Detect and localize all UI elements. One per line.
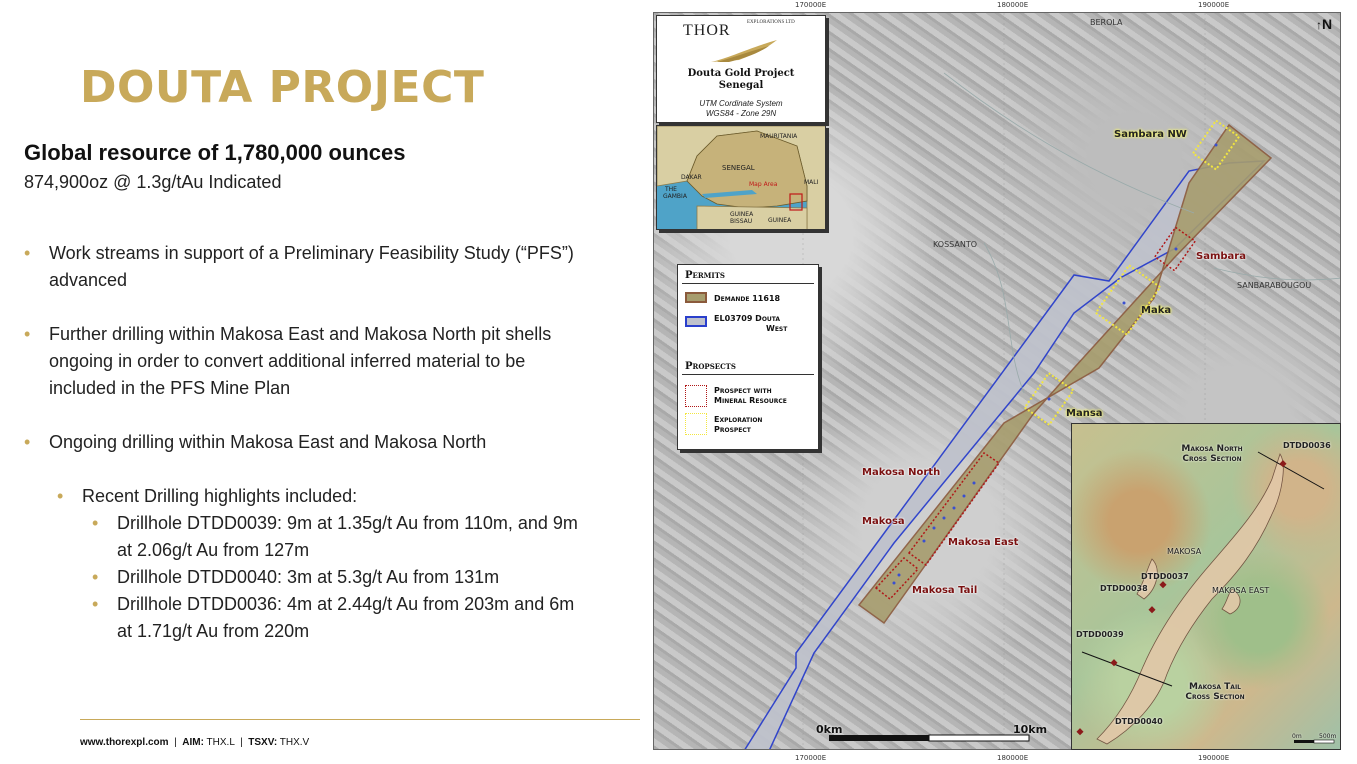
text-panel [0,0,640,764]
detail-dtdd0039: DTDD0039 [1076,630,1124,639]
inset-guinea-bissau-1: GUINEA [730,211,754,218]
resource-headline: Global resource of 1,780,000 ounces [24,140,406,165]
detail-dtdd0036: DTDD0036 [1283,441,1331,450]
inset-mauritania: MAURITANIA [760,133,798,140]
grid-label-bottom: 170000E [795,754,827,762]
legend-demande-label: Demande 11618 [714,294,781,303]
map-legend [677,264,819,450]
legend-el-label-1: EL03709 Douta [714,314,781,323]
inset-senegal: SENEGAL [722,164,755,172]
map-title-box [656,15,826,123]
place-berola: BEROLA [1090,18,1123,27]
inset-guinea: GUINEA [768,217,792,224]
grid-label-top: 170000E [795,1,827,9]
drill-highlight: • Drillhole DTDD0036: 4m at 2.44g/t Au from 203m and 6m at 1.71g/t Au from 220m [24,591,584,645]
thor-wing-logo-icon [709,38,779,64]
bullet-item: • Work streams in support of a Preliminary Feasibility Study (“PFS”) advanced [24,240,584,294]
inset-gambia-2: GAMBIA [663,193,687,200]
detail-makosa-north-cs [1157,444,1267,464]
bullet-item: • Further drilling within Makosa East and Makosa North pit shells ongoing in order to convert additional inferred material to be included in the PFS Mine Plan [24,321,584,402]
place-sanbarabougou: SANBARABOUGOU [1237,281,1312,290]
detail-mn-cs-line-1: Makosa North [1181,444,1243,454]
legend-explo-label-1: Exploration [714,415,763,424]
grid-label-bottom: 180000E [997,754,1029,762]
inset-mali: MALI [804,179,819,186]
north-label: N [1322,16,1333,32]
resource-detail: 874,900oz @ 1.3g/tAu Indicated [24,172,282,192]
project-country: Senegal [718,80,764,91]
footer-tsxv-value: THX.V [279,737,310,748]
label-makosa: Makosa [862,516,905,527]
label-sambara: Sambara [1196,251,1246,262]
detail-makosa-tail-cs [1160,682,1270,702]
detail-scale-end: 500m [1319,733,1337,740]
detail-scale-start: 0m [1292,733,1302,740]
legend-mineral-swatch [685,385,707,407]
detail-dtdd0040: DTDD0040 [1115,717,1163,726]
label-maka: Maka [1141,305,1172,316]
logo-wordmark: THOR [683,22,731,39]
inset-map-area: Map Area [749,181,778,188]
legend-permits-heading: Permits [685,270,725,281]
inset-gambia-1: THE [665,186,677,193]
grid-label-top: 190000E [1198,1,1230,9]
legend-el-label-2: West [766,324,788,333]
footer-aim-value: THX.L [206,737,235,748]
footer-aim-label: AIM: [182,737,204,748]
grid-label-top: 180000E [997,1,1029,9]
label-makosa-east: Makosa East [948,537,1019,548]
bullet-list [24,240,584,645]
map-scale-bar [829,735,1029,741]
inset-dakar: DAKAR [681,174,702,181]
scale-start-label: 0km [816,723,843,736]
grid-label-bottom: 190000E [1198,754,1230,762]
detail-makosa: MAKOSA [1167,547,1202,556]
legend-el-swatch [685,316,707,327]
detail-mn-cs-line-2: Cross Section [1182,454,1242,464]
scale-end-label: 10km [1013,723,1048,736]
footer-sep: | [174,737,177,748]
coord-zone: WGS84 - Zone 29N [705,109,777,118]
detail-dtdd0037: DTDD0037 [1141,572,1189,581]
place-kossanto: KOSSANTO [933,240,978,249]
label-mansa: Mansa [1066,408,1103,419]
north-arrow-icon: ↑N [1316,16,1333,32]
label-makosa-tail: Makosa Tail [912,585,978,596]
bullet-item: • Ongoing drilling within Makosa East and Makosa North [24,429,584,456]
logo-subtext: EXPLORATIONS LTD [747,20,795,25]
legend-explo-swatch [685,413,707,435]
legend-explo-label-2: Prospect [714,425,751,434]
detail-scale-bar [1294,740,1334,743]
footer-website[interactable]: www.thorexpl.com [80,737,169,748]
project-name: Douta Gold Project [687,68,795,79]
legend-demande-swatch [685,292,707,303]
drill-highlight: • Drillhole DTDD0040: 3m at 5.3g/t Au from 131m [24,564,584,591]
sub-bullet-item: • Recent Drilling highlights included: [24,483,584,510]
slide-title: DOUTA PROJECT [80,62,485,113]
detail-makosa-east: MAKOSA EAST [1212,586,1270,595]
footer-divider [80,719,700,720]
legend-prospects-heading: Propsects [685,361,736,372]
label-sambara-nw: Sambara NW [1114,129,1187,140]
footer-tsxv-label: TSXV: [248,737,278,748]
footer [80,737,309,748]
detail-mt-cs-line-1: Makosa Tail [1188,682,1242,692]
location-inset-map [656,125,826,230]
detail-dtdd0038: DTDD0038 [1100,584,1148,593]
makosa-detail-inset [1071,423,1341,750]
inset-guinea-bissau-2: BISSAU [730,218,753,225]
footer-sep: | [240,737,243,748]
drill-highlight: • Drillhole DTDD0039: 9m at 1.35g/t Au from 110m, and 9m at 2.06g/t Au from 127m [24,510,584,564]
coord-system: UTM Cordinate System [699,99,783,108]
detail-mt-cs-line-2: Cross Section [1185,692,1245,702]
label-makosa-north: Makosa North [862,467,941,478]
legend-mineral-label-2: Mineral Resource [714,396,787,405]
legend-mineral-label-1: Prospect with [714,386,772,395]
